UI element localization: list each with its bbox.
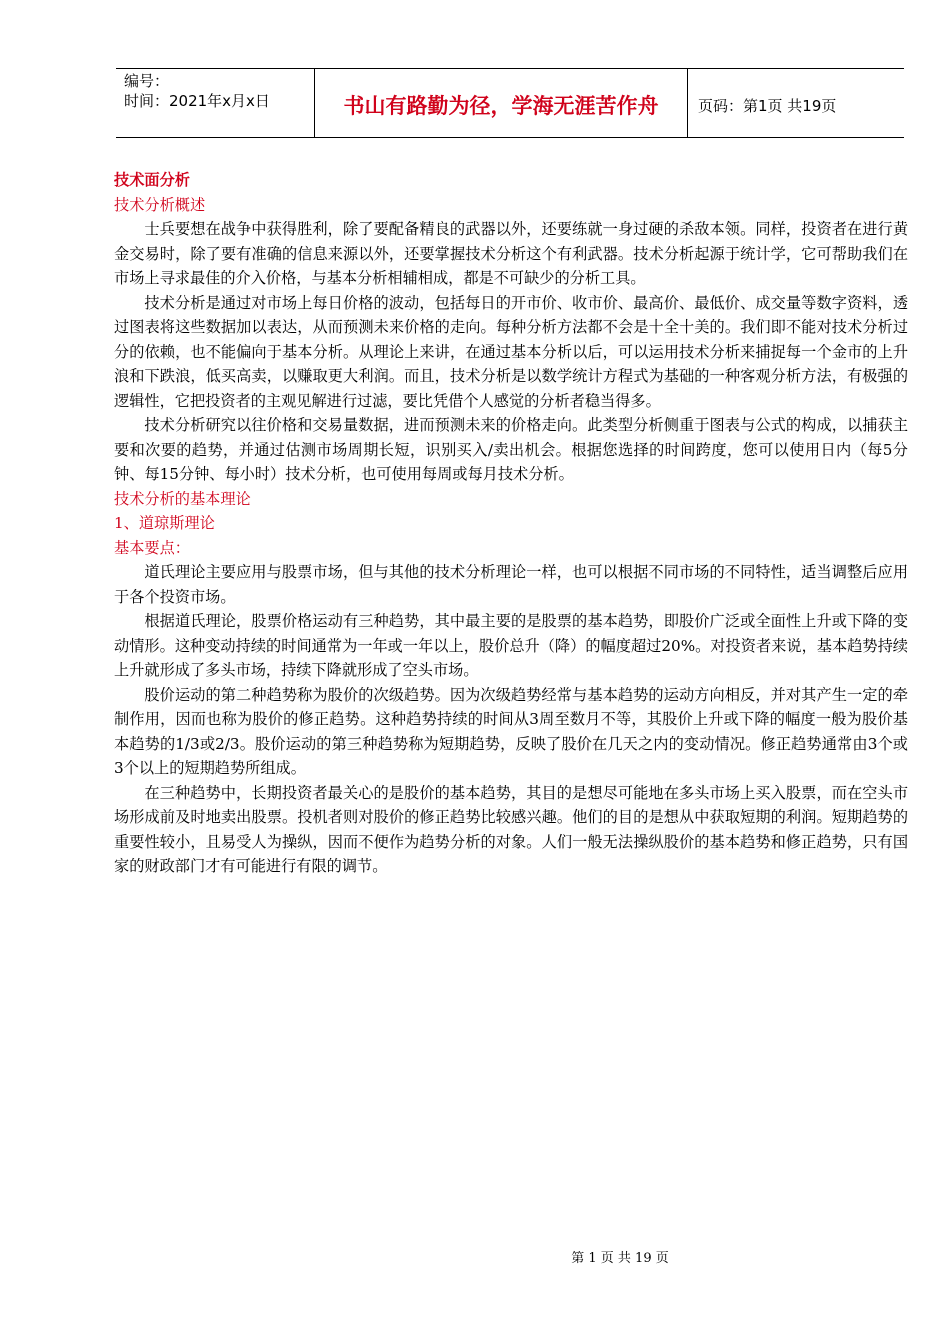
- paragraph-7: 在三种趋势中，长期投资者最关心的是股价的基本趋势，其目的是想尽可能地在多头市场上买入股票，而在空头市场形成前及时地卖出股票。投机者则对股价的修正趋势比较感兴趣。他们的目的是想从中获取短期的利润。短期趋势的重要性较小，且易受人为操纵，因而不便作为趋势分析的对象。人们一般无法操纵股价的基本趋势和修正趋势，只有国家的财政部门才有可能进行有限的调节。: [114, 783, 908, 875]
- page-header: [116, 68, 904, 138]
- document-time-label: 时间：2021年x月x日: [124, 92, 270, 110]
- paragraph-4: 道氏理论主要应用与股票市场，但与其他的技术分析理论一样，也可以根据不同市场的不同特性，适当调整后应用于各个投资市场。: [114, 563, 908, 606]
- document-number-label: 编号：: [124, 72, 170, 90]
- header-meta: [116, 69, 314, 137]
- paragraph-3: 技术分析研究以往价格和交易量数据，进而预测未来的价格走向。此类型分析侧重于图表与公式的构成，以捕获主要和次要的趋势，并通过估测市场周期长短，识别买入/卖出机会。根据您选择的时间跨度，您可以使用日内（每5分钟、每15分钟、每小时）技术分析，也可使用每周或每月技术分析。: [114, 416, 908, 483]
- header-page-info: 页码：第1页 共19页: [698, 96, 837, 115]
- section-heading-theory: 技术分析的基本理论: [114, 489, 251, 508]
- document-title: 技术面分析: [114, 171, 190, 189]
- paragraph-1: 士兵要想在战争中获得胜利，除了要配备精良的武器以外，还要练就一身过硬的杀敌本领。同样，投资者在进行黄金交易时，除了要有准确的信息来源以外，还要掌握技术分析这个有利武器。技术分析起源于统计学，它可帮助我们在市场上寻求最佳的介入价格，与基本分析相辅相成，都是不可缺少的分析工具。: [114, 220, 908, 287]
- header-motto: 书山有路勤为径，学海无涯苦作舟: [314, 69, 688, 137]
- section-heading-overview: 技术分析概述: [114, 195, 206, 214]
- paragraph-2: 技术分析是通过对市场上每日价格的波动，包括每日的开市价、收市价、最高价、最低价、成交量等数字资料，透过图表将这些数据加以表达，从而预测未来价格的走向。每种分析方法都不会是十全十美的。我们即不能对技术分析过分的依赖，也不能偏向于基本分析。从理论上来讲，在通过基本分析以后，可以运用技术分析来捕捉每一个金市的上升浪和下跌浪，低买高卖，以赚取更大利润。而且，技术分析是以数学统计方程式为基础的一种客观分析方法，有极强的逻辑性，它把投资者的主观见解进行过滤，要比凭借个人感觉的分析者稳当得多。: [114, 293, 908, 410]
- paragraph-6: 股价运动的第二种趋势称为股价的次级趋势。因为次级趋势经常与基本趋势的运动方向相反，并对其产生一定的牵制作用，因而也称为股价的修正趋势。这种趋势持续的时间从3周至数月不等，其股价上升或下降的幅度一般为股价基本趋势的1/3或2/3。股价运动的第三种趋势称为短期趋势，反映了股价在几天之内的变动情况。修正趋势通常由3个或3个以上的短期趋势所组成。: [114, 685, 908, 777]
- document-body: [114, 168, 908, 879]
- section-heading-dow: 1、道琼斯理论: [114, 514, 215, 532]
- section-heading-basics: 基本要点：: [114, 538, 190, 557]
- page-footer: 第 1 页 共 19 页: [571, 1251, 669, 1266]
- paragraph-5: 根据道氏理论，股票价格运动有三种趋势，其中最主要的是股票的基本趋势，即股价广泛或全面性上升或下降的变动情形。这种变动持续的时间通常为一年或一年以上，股价总升（降）的幅度超过20%。对投资者来说，基本趋势持续上升就形成了多头市场，持续下降就形成了空头市场。: [114, 612, 908, 679]
